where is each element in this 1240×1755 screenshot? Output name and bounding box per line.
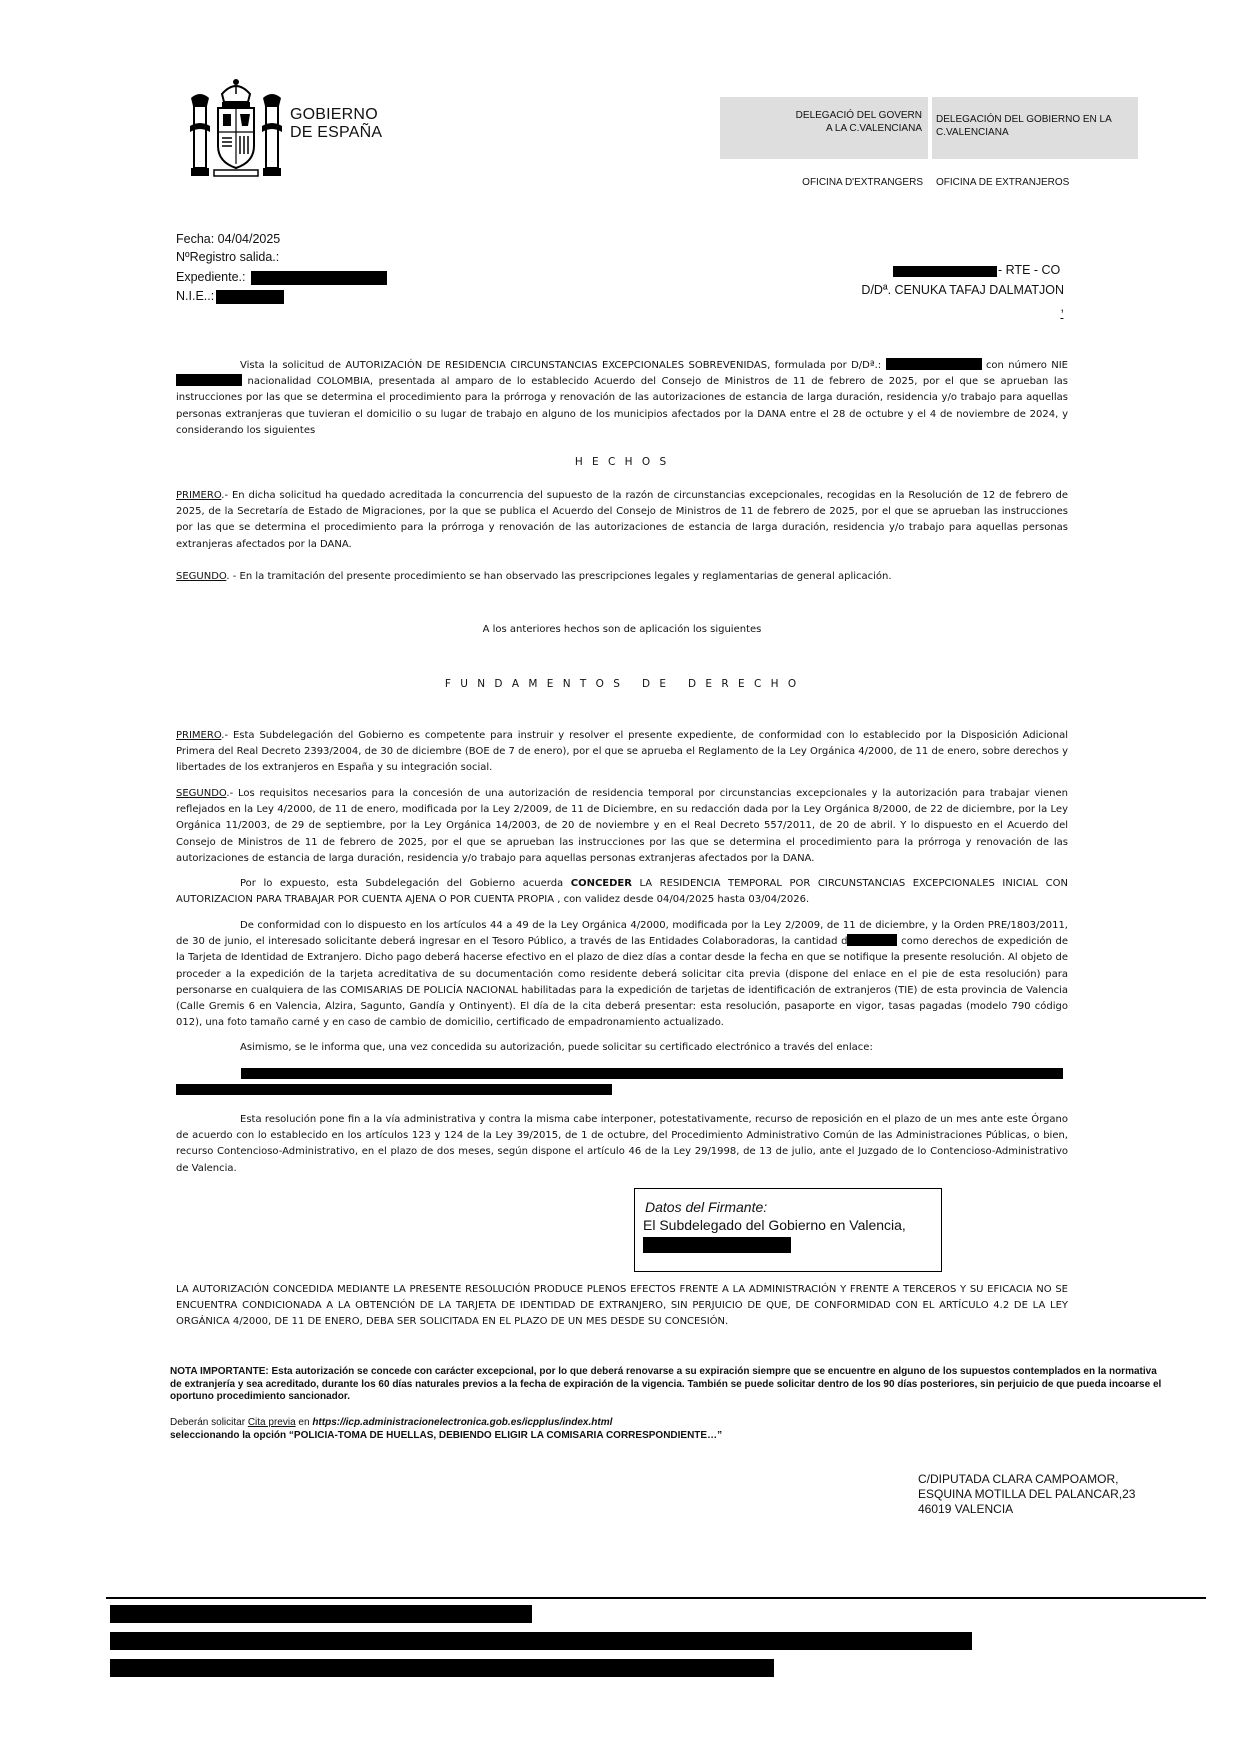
date-field: Fecha: 04/04/2025 [176, 232, 281, 246]
hechos-heading: H E C H O S [574, 456, 670, 468]
intro-part1: Vista la solicitud de AUTORIZACIÓN DE RESIDENCIA CIRCUNSTANCIAS EXCEPCIONALES SOBREVENIDAS, formulada por D/Dª.: [240, 360, 882, 371]
appeal-paragraph [176, 1112, 1068, 1177]
redaction-link-line2 [176, 1084, 612, 1095]
fundamentos-primero-text: .- Esta Subdelegación del Gobierno es competente para instruir y resolver el presente expediente, de conformidad con lo establecido por la Disposición Adicional Primera del Real Decreto 2393/2004, de 30 de diciembre (BOE de 7 de enero), por el que se aprueba el Reglamento de la Ley Orgánica 4/2000, de 11 de enero, sobre derechos y libertades de los extranjeros en España y su integración social. [176, 730, 1068, 774]
signature-role: El Subdelegado del Gobierno en Valencia, [643, 1217, 906, 1233]
hechos-segundo [176, 569, 1068, 585]
appointment-prefix: Deberán solicitar [170, 1417, 246, 1428]
hechos-primero [176, 488, 1068, 553]
hechos-primero-text: .- En dicha solicitud ha quedado acreditada la concurrencia del supuesto de la razón de circunstancias excepcionales, recogidas en la Resolución de 12 de febrero de 2025, de la Secretaría de Estado de Migraciones, por la que se publica el Acuerdo del Consejo de Ministros de 11 de febrero de 2025, por el que se aprueban las instrucciones por las que se determina el procedimiento para la prórroga y renovación de las autorizaciones de estancia de larga duración, residencia y/o trabajo para aquellas personas extranjeras afectados por la DANA. [176, 490, 1068, 550]
delegation-box-spanish [932, 97, 1138, 159]
delegation-valencian-line2: A LA C.VALENCIANA [826, 123, 922, 134]
footer-divider [106, 1597, 1206, 1599]
redaction-nie [216, 290, 284, 304]
signature-box [634, 1188, 942, 1272]
government-name-line1: GOBIERNO [290, 106, 378, 123]
payment-part1: De conformidad con lo dispuesto en los artículos 44 a 49 de la Ley Orgánica 4/2000, modificada por la Ley 2/2009, de 11 de diciembre, y la Orden PRE/1803/2011, de 30 de junio, el interesado solicitante deberá ingresar en el Tesoro Público, a través de las Entidades Colaboradoras, la cantidad d [176, 920, 1068, 948]
resolution-paragraph [176, 876, 1068, 908]
nie-label: N.I.E..: [176, 289, 215, 303]
important-note: NOTA IMPORTANTE: Esta autorización se concede con carácter excepcional, por lo que deberá renovarse a su expiración siempre que se encuentre en alguno de los supuestos contemplados en la normativa de extranjería y sea acreditado, durante los 60 días naturales previos a la fecha de expiración de la vigencia. También se puede solicitar dentro de los 90 días posteriores, sin perjuicio de que pueda incoarse el oportuno procedimiento sancionador. [170, 1366, 1162, 1402]
coat-of-arms-icon [188, 76, 284, 182]
fundamentos-segundo-text: .- Los requisitos necesarios para la concesión de una autorización de residencia temporal por circunstancias excepcionales y la autorización para trabajar vienen reflejados en la Ley 4/2000, de 11 de enero, modificada por la Ley 2/2009, de 11 de Diciembre, en su redacción dada por la Ley Orgánica 8/2000, de 22 de diciembre, por la Ley Orgánica 11/2003, de 29 de septiembre, por la Ley Orgánica 14/2003, de 20 de noviembre y en el Real Decreto 557/2011, de 20 de abril. Y lo dispuesto en el Acuerdo del Consejo de Ministros de 11 de febrero de 2025, por el que se aprueban las instrucciones por las que se determina el procedimiento para la prórroga y renovación de las autorizaciones de estancia de larga duración, residencia y/o trabajo para aquellas personas extranjeras afectados por la DANA. [176, 788, 1068, 864]
redaction-footer-1 [110, 1605, 532, 1623]
effects-notice: LA AUTORIZACIÓN CONCEDIDA MEDIANTE LA PRESENTE RESOLUCIÓN PRODUCE PLENOS EFECTOS FRENTE A LA ADMINISTRACIÓN Y FRENTE A TERCEROS Y SU EFICACIA NO SE ENCUENTRA CONDICIONADA A LA OBTENCIÓN DE LA TARJETA DE IDENTIDAD DE EXTRANJERO, SIN PERJUICIO DE QUE, DE CONFORMIDAD CON EL ARTÍCULO 4.2 DE LA LEY ORGÁNICA 4/2000, DE 11 DE ENERO, DEBA SER SOLICITADA EN EL PLAZO DE UN MES DESDE SU CONCESIÓN. [176, 1284, 1068, 1327]
certificate-text: Asimismo, se le informa que, una vez concedida su autorización, puede solicitar su certificado electrónico a través del enlace: [240, 1042, 873, 1053]
redaction-addressee-ref [893, 266, 997, 277]
fundamentos-primero [176, 728, 1068, 777]
addressee-name: D/Dª. CENUKA TAFAJ DALMATJON [861, 283, 1064, 297]
hechos-primero-label: PRIMERO [176, 490, 222, 501]
payment-part2: como derechos de expedición de la Tarjeta de Identidad de Extranjero. Dicho pago deberá hacerse efectivo en el plazo de diez días a contar desde la fecha en que se notifique la presente resolución. Al objeto de proceder a la expedición de la tarjeta acreditativa de su documentación como residente deberá solicitar cita previa (dispone del enlace en el pie de esta resolución) para personarse en cualquiera de las COMISARIAS DE POLICÍA NACIONAL habilitadas para la expedición de tarjetas de identificación de extranjeros (TIE) de esta provincia de Valencia (Calle Gremis 6 en Valencia, Alzira, Sagunto, Gandía y Ontinyent). El día de la cita deberá presentar: esta resolución, pasaporte en vigor, tasas pagadas (modelo 790 código 012), una foto tamaño carné y en caso de cambio de domicilio, certificado de empadronamiento actualizado. [176, 936, 1068, 1029]
office-valencian: OFICINA D'EXTRANGERS [802, 177, 923, 188]
redaction-link-line1 [241, 1068, 1063, 1079]
delegation-spanish-label [936, 113, 1112, 139]
fundamentos-segundo [176, 786, 1068, 867]
redaction-footer-2 [110, 1632, 972, 1650]
addressee-comma: , [1060, 300, 1064, 314]
resolution-conceder: CONCEDER [570, 878, 632, 889]
resolution-part2: LA RESIDENCIA TEMPORAL POR CIRCUNSTANCIAS EXCEPCIONALES INICIAL CON AUTORIZACION PARA TRABAJAR POR CUENTA AJENA O POR CUENTA PROPIA , con validez desde 04/04/2025 hasta 03/04/2026. [176, 878, 1068, 906]
footer-address-line2: ESQUINA MOTILLA DEL PALANCAR,23 [918, 1487, 1136, 1501]
hechos-segundo-text: . - En la tramitación del presente procedimiento se han observado las prescripciones legales y reglamentarias de general aplicación. [226, 571, 892, 582]
appointment-line1 [170, 1417, 612, 1430]
redaction-expediente [251, 271, 387, 285]
expediente-label: Expediente.: [176, 270, 246, 284]
footer-address [918, 1472, 1135, 1517]
intro-part2: con número NIE [985, 360, 1069, 371]
fundamentos-primero-label: PRIMERO [176, 730, 222, 741]
signature-title: Datos del Firmante: [645, 1199, 768, 1215]
hechos-segundo-label: SEGUNDO [176, 571, 227, 582]
appointment-url[interactable]: https://icp.administracionelectronica.gob.es/icpplus/index.html [312, 1417, 613, 1428]
registry-field: NºRegistro salida.: [176, 250, 280, 264]
redaction-applicant-name [886, 358, 982, 370]
delegation-valencian-label [796, 109, 922, 135]
redaction-signatory-name [643, 1237, 791, 1253]
fundamentos-heading: F U N D A M E N T O S D E D E R E C H O [444, 678, 800, 690]
appeal-text: Esta resolución pone fin a la vía administrativa y contra la misma cabe interponer, potestativamente, recurso de reposición en el plazo de un mes ante este Órgano de acuerdo con lo establecido en los artículos 123 y 124 de la Ley 39/2015, de 1 de octubre, del Procedimiento Administrativo Común de las Administraciones Públicas, o bien, recurso Contencioso-Administrativo, en el plazo de dos meses, según dispone el artículo 46 de la Ley 29/1998, de 13 de julio, ante el Juzgado de lo Contencioso-Administrativo de Valencia. [176, 1114, 1068, 1174]
appointment-line2: seleccionando la opción “POLICIA-TOMA DE HUELLAS, DEBIENDO ELIGIR LA COMISARIA CORRESPONDIENTE…” [170, 1430, 723, 1441]
redaction-footer-3 [110, 1659, 774, 1677]
intro-paragraph [176, 358, 1068, 439]
footer-address-line1: C/DIPUTADA CLARA CAMPOAMOR, [918, 1472, 1119, 1486]
government-name-line2: DE ESPAÑA [290, 124, 383, 141]
transition-line: A los anteriores hechos son de aplicación los siguientes [482, 624, 762, 635]
delegation-spanish-line2: C.VALENCIANA [936, 127, 1009, 138]
addressee-dash: - [1059, 311, 1064, 325]
footer-address-line3: 46019 VALENCIA [918, 1502, 1014, 1516]
certificate-paragraph [176, 1040, 1068, 1056]
appointment-en: en [298, 1417, 310, 1428]
fundamentos-segundo-label: SEGUNDO [176, 788, 227, 799]
intro-part3: nacionalidad COLOMBIA, presentada al amparo de lo establecido Acuerdo del Consejo de Ministros de 11 de febrero de 2025, por el que se aprueban las instrucciones por las que se determina el procedimiento para la prórroga y renovación de las autorizaciones de estancia de larga duración, residencia y/o trabajo para aquellas personas extranjeras que tuvieran el domicilio o su lugar de trabajo en alguno de los municipios afectados por la DANA entre el 28 de octubre y el 4 de noviembre de 2024, y considerando los siguientes [176, 376, 1068, 436]
government-name [290, 106, 382, 142]
delegation-box-valencian [720, 97, 928, 159]
redaction-nie-number [176, 374, 242, 386]
appointment-link[interactable]: Cita previa [247, 1417, 296, 1428]
payment-paragraph [176, 918, 1068, 1031]
delegation-valencian-line1: DELEGACIÓ DEL GOVERN [795, 110, 922, 121]
resolution-part1: Por lo expuesto, esta Subdelegación del Gobierno acuerda [240, 878, 564, 889]
office-spanish: OFICINA DE EXTRANJEROS [936, 177, 1070, 188]
addressee-rte: - RTE - CO [998, 263, 1061, 277]
redaction-amount [847, 934, 897, 946]
delegation-spanish-line1: DELEGACIÓN DEL GOBIERNO EN LA [936, 114, 1112, 125]
